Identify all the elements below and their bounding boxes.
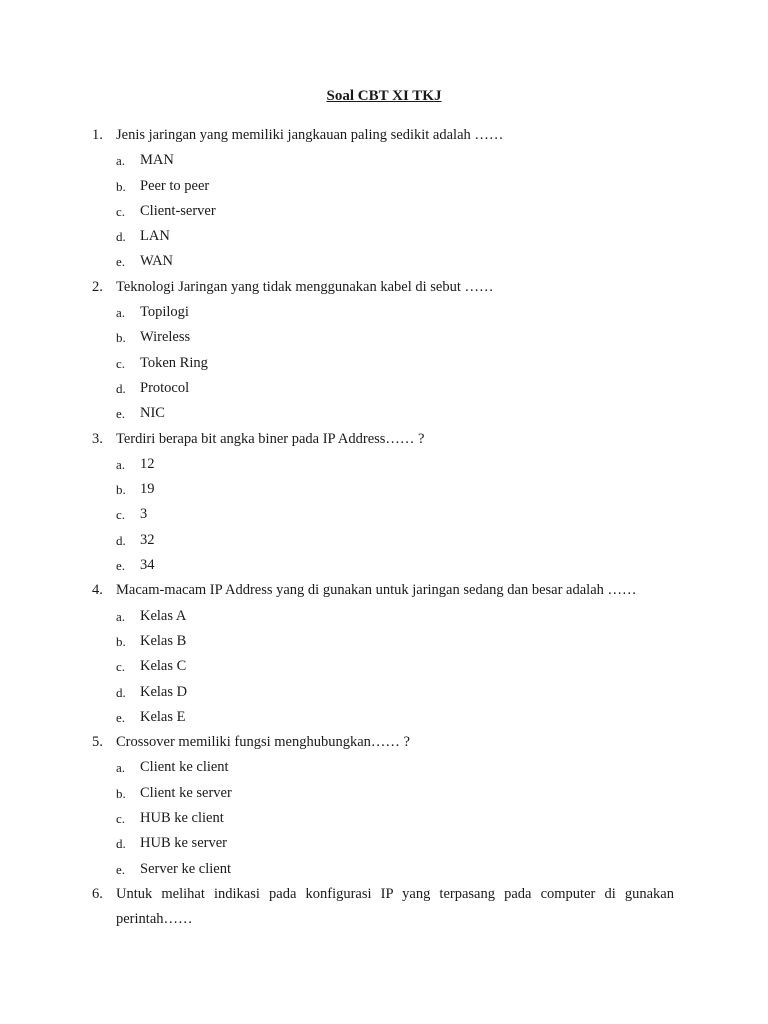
option-text: Topilogi: [140, 304, 189, 321]
option-label: c.: [116, 659, 126, 675]
question-list: [92, 123, 674, 933]
document-title: Soal CBT XI TKJ: [326, 88, 442, 104]
question-number: 2.: [92, 278, 103, 295]
option-c: [92, 806, 674, 831]
option-label: d.: [116, 684, 126, 700]
option-text: Kelas C: [140, 658, 187, 675]
option-text: Client ke client: [140, 759, 229, 776]
option-text: Server ke client: [140, 860, 231, 877]
option-text: Kelas A: [140, 607, 187, 624]
question-text: Untuk melihat indikasi pada konfigurasi IP yang terpasang pada computer di gunakan: [116, 885, 674, 902]
option-label: a.: [116, 760, 126, 776]
option-label: d.: [116, 380, 126, 396]
option-label: e.: [116, 406, 126, 422]
question-text: Teknologi Jaringan yang tidak menggunakan kabel di sebut ……: [116, 278, 494, 295]
option-c: [92, 654, 674, 679]
option-list: [92, 755, 674, 881]
option-label: c.: [116, 355, 126, 371]
option-e: [92, 249, 674, 274]
option-label: d.: [116, 532, 126, 548]
option-label: e.: [116, 861, 126, 877]
option-text: Peer to peer: [140, 177, 210, 194]
question-number: 6.: [92, 885, 103, 902]
question-4: [92, 578, 674, 730]
option-label: a.: [116, 153, 126, 169]
option-c: [92, 502, 674, 527]
option-d: [92, 224, 674, 249]
question-3: [92, 427, 674, 579]
option-text: Token Ring: [140, 354, 208, 371]
option-label: a.: [116, 456, 126, 472]
option-d: [92, 680, 674, 705]
question-line: [92, 275, 674, 300]
question-text: Macam-macam IP Address yang di gunakan untuk jaringan sedang dan besar adalah ……: [116, 582, 637, 599]
option-text: 19: [140, 481, 155, 498]
option-label: b.: [116, 785, 126, 801]
question-continuation: perintah……: [116, 911, 193, 928]
option-text: Protocol: [140, 379, 190, 396]
option-text: Client-server: [140, 202, 216, 219]
option-label: b.: [116, 178, 126, 194]
option-label: b.: [116, 482, 126, 498]
option-a: [92, 604, 674, 629]
option-list: [92, 148, 674, 274]
option-text: 3: [140, 506, 148, 523]
option-b: [92, 174, 674, 199]
option-text: Kelas E: [140, 708, 186, 725]
option-text: Wireless: [140, 329, 191, 346]
option-list: [92, 300, 674, 426]
question-text: Crossover memiliki fungsi menghubungkan…… ?: [116, 734, 410, 751]
question-6: [92, 882, 674, 933]
option-label: c.: [116, 507, 126, 523]
question-text: Jenis jaringan yang memiliki jangkauan paling sedikit adalah ……: [116, 127, 504, 143]
question-line: [92, 427, 674, 452]
option-text: HUB ke client: [140, 810, 224, 827]
option-e: [92, 553, 674, 578]
option-e: [92, 705, 674, 730]
option-e: [92, 401, 674, 426]
option-label: c.: [116, 203, 126, 219]
question-line: [92, 578, 674, 603]
option-a: [92, 452, 674, 477]
option-b: [92, 325, 674, 350]
option-d: [92, 831, 674, 856]
question-number: 5.: [92, 734, 103, 751]
question-5: [92, 730, 674, 882]
option-b: [92, 781, 674, 806]
option-d: [92, 376, 674, 401]
option-list: [92, 452, 674, 578]
option-text: Kelas D: [140, 683, 188, 700]
option-a: [92, 755, 674, 780]
option-e: [92, 857, 674, 882]
option-label: d.: [116, 229, 126, 245]
option-label: e.: [116, 709, 126, 725]
option-label: c.: [116, 811, 126, 827]
question-1: [92, 123, 674, 275]
question-text: Terdiri berapa bit angka biner pada IP Address…… ?: [116, 430, 425, 447]
question-line: [92, 730, 674, 755]
question-number: 3.: [92, 430, 103, 447]
question-2: [92, 275, 674, 427]
option-label: b.: [116, 633, 126, 649]
option-text: WAN: [140, 253, 174, 270]
option-d: [92, 528, 674, 553]
option-text: 34: [140, 557, 155, 574]
option-text: LAN: [140, 228, 170, 245]
option-label: e.: [116, 254, 126, 270]
option-text: Kelas B: [140, 632, 187, 649]
option-label: b.: [116, 330, 126, 346]
option-a: [92, 148, 674, 173]
option-b: [92, 477, 674, 502]
option-list: [92, 604, 674, 730]
option-text: NIC: [140, 405, 165, 422]
option-c: [92, 199, 674, 224]
question-line: [92, 123, 674, 148]
question-number: 1.: [92, 127, 103, 143]
option-text: 32: [140, 531, 155, 548]
option-c: [92, 351, 674, 376]
option-text: MAN: [140, 152, 174, 169]
option-text: 12: [140, 455, 155, 472]
option-label: d.: [116, 836, 126, 852]
option-label: a.: [116, 608, 126, 624]
question-line: [92, 882, 674, 907]
option-label: e.: [116, 558, 126, 574]
question-number: 4.: [92, 582, 103, 599]
option-a: [92, 300, 674, 325]
option-text: HUB ke server: [140, 835, 227, 852]
option-label: a.: [116, 305, 126, 321]
option-text: Client ke server: [140, 784, 232, 801]
option-b: [92, 629, 674, 654]
